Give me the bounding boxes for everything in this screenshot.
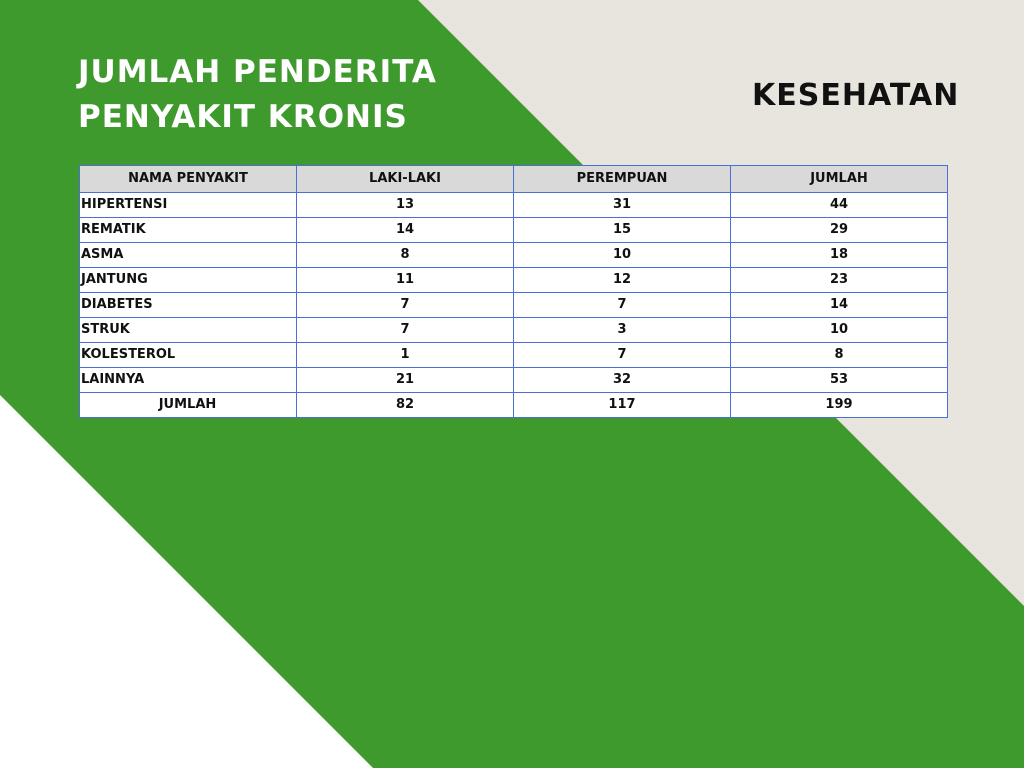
title-line-1: JUMLAH PENDERITA <box>78 54 437 90</box>
disease-table <box>79 165 948 418</box>
table-row <box>80 368 948 393</box>
cell-total: 8 <box>731 343 948 368</box>
cell-female: 3 <box>514 318 731 343</box>
header-disease-name: NAMA PENYAKIT <box>80 166 297 193</box>
table-row <box>80 218 948 243</box>
cell-disease-name: JANTUNG <box>80 268 297 293</box>
cell-female: 10 <box>514 243 731 268</box>
cell-disease-name: ASMA <box>80 243 297 268</box>
header-male: LAKI-LAKI <box>297 166 514 193</box>
table-row <box>80 343 948 368</box>
cell-female: 31 <box>514 193 731 218</box>
cell-total: 29 <box>731 218 948 243</box>
cell-female: 12 <box>514 268 731 293</box>
title-line-2: PENYAKIT KRONIS <box>78 99 408 135</box>
table-total-row <box>80 393 948 418</box>
cell-total: 44 <box>731 193 948 218</box>
cell-male: 13 <box>297 193 514 218</box>
table-row <box>80 193 948 218</box>
cell-female: 7 <box>514 293 731 318</box>
cell-male: 7 <box>297 293 514 318</box>
cell-total: 10 <box>731 318 948 343</box>
cell-male: 11 <box>297 268 514 293</box>
cell-total-label: JUMLAH <box>80 393 297 418</box>
table-row <box>80 243 948 268</box>
cell-disease-name: STRUK <box>80 318 297 343</box>
cell-male: 14 <box>297 218 514 243</box>
table-header-row <box>80 166 948 193</box>
table-row <box>80 268 948 293</box>
cell-total: 23 <box>731 268 948 293</box>
table-row <box>80 318 948 343</box>
cell-total: 14 <box>731 293 948 318</box>
cell-female: 15 <box>514 218 731 243</box>
header-total: JUMLAH <box>731 166 948 193</box>
cell-total-male: 82 <box>297 393 514 418</box>
cell-disease-name: REMATIK <box>80 218 297 243</box>
cell-female: 7 <box>514 343 731 368</box>
cell-male: 7 <box>297 318 514 343</box>
cell-female: 32 <box>514 368 731 393</box>
cell-total: 18 <box>731 243 948 268</box>
cell-male: 21 <box>297 368 514 393</box>
cell-total: 53 <box>731 368 948 393</box>
cell-disease-name: DIABETES <box>80 293 297 318</box>
cell-disease-name: LAINNYA <box>80 368 297 393</box>
cell-grand-total: 199 <box>731 393 948 418</box>
cell-total-female: 117 <box>514 393 731 418</box>
page-title <box>78 50 437 140</box>
cell-male: 8 <box>297 243 514 268</box>
header-female: PEREMPUAN <box>514 166 731 193</box>
cell-disease-name: KOLESTEROL <box>80 343 297 368</box>
cell-male: 1 <box>297 343 514 368</box>
category-label: KESEHATAN <box>752 78 960 113</box>
table-row <box>80 293 948 318</box>
cell-disease-name: HIPERTENSI <box>80 193 297 218</box>
